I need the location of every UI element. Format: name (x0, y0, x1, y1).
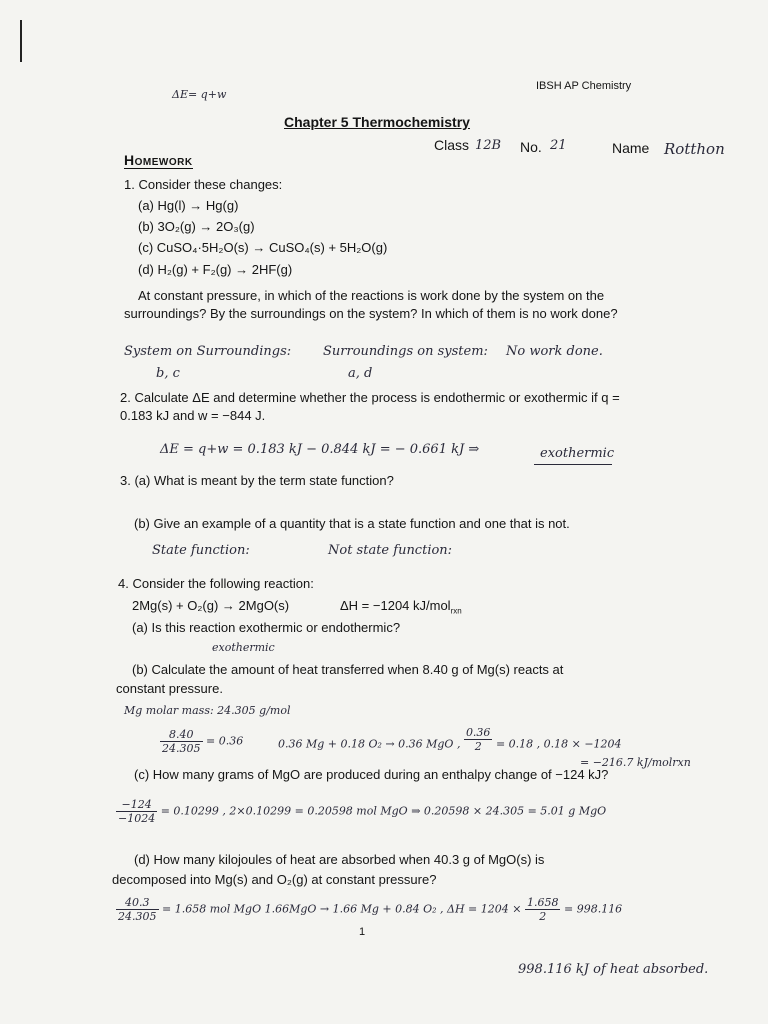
homework-heading: Homework (124, 152, 193, 168)
corner-note: ΔE= q+w (172, 88, 227, 101)
q3-part-b: (b) Give an example of a quantity that is a state function and one that is not. (134, 516, 570, 531)
q4-part-b-cont: constant pressure. (116, 681, 223, 696)
name-label: Name (612, 140, 650, 156)
q4-prompt: 4. Consider the following reaction: (118, 576, 314, 591)
q1-item-a: (a) Hg(l) → Hg(g) (138, 198, 239, 213)
q4-b-reaction-ratio: 0.36 Mg + 0.18 O₂ → 0.36 MgO , $\frac{0.36}{2}$ = 0.18 , 0.18 × −1204 (278, 726, 622, 753)
q4-d-fraction-2: $\frac{1.658}{2}$ (526, 896, 559, 923)
q4-b-fraction-2: $\frac{0.36}{2}$ (465, 726, 491, 753)
q4-c-fraction: $\frac{-124}{-1024}$ (118, 798, 156, 825)
q1-question: At constant pressure, in which of the reactions is work done by the system on the surroundings? By the surroundings on the system? In which of them is no work done? (124, 288, 618, 321)
q1-item-b: (b) 3O₂(g) → 2O₃(g) (138, 219, 255, 234)
q4-part-b: (b) Calculate the amount of heat transferred when 8.40 g of Mg(s) reacts at (132, 662, 564, 677)
q1-answer-surroundings-label: Surroundings on system: (323, 344, 488, 359)
q3-answer-not-state-function: Not state function: (328, 543, 453, 558)
q3-answer-state-function: State function: (152, 543, 250, 558)
number-value: 21 (550, 138, 567, 153)
q4-part-d: (d) How many kilojoules of heat are absorbed when 40.3 g of MgO(s) is (134, 852, 545, 867)
q4-d-final-answer: 998.116 kJ of heat absorbed. (518, 962, 709, 977)
q1-prompt: 1. Consider these changes: (124, 177, 283, 192)
number-label: No. (520, 139, 542, 155)
q4-part-a: (a) Is this reaction exothermic or endothermic? (132, 620, 401, 635)
q1-item-c: (c) CuSO₄·5H₂O(s) → CuSO₄(s) + 5H₂O(g) (138, 240, 388, 255)
q1-answer-surroundings-value: a, d (348, 366, 373, 381)
q4-b-result: = −216.7 kJ/molrxn (580, 756, 691, 769)
q4-b-fraction-1: $\frac{8.40}{24.305}$ (162, 728, 201, 755)
q4-part-c: (c) How many grams of MgO are produced during an enthalpy change of −124 kJ? (134, 767, 609, 782)
class-value: 12B (475, 138, 502, 153)
q2-result-underline (534, 464, 612, 465)
q4-b-work-line: $\frac{8.40}{24.305}$ = 0.36 (162, 728, 244, 755)
q2-answer: ΔE = q+w = 0.183 kJ − 0.844 kJ = − 0.661 kJ ⇒ (160, 442, 480, 457)
q3-part-a: 3. (a) What is meant by the term state function? (120, 473, 394, 488)
q1-item-d: (d) H₂(g) + F₂(g) → 2HF(g) (138, 262, 293, 277)
q4-d-fraction-1: $\frac{40.3}{24.305}$ (118, 896, 157, 923)
q4-d-work-line: $\frac{40.3}{24.305}$ = 1.658 mol MgO 1.66MgO → 1.66 Mg + 0.84 O₂ , ΔH = 1204 × $\frac{1.658}{2}$ = 998.116 (118, 896, 623, 923)
q4-b-molar-mass: Mg molar mass: 24.305 g/mol (124, 704, 291, 717)
q4-part-d-cont: decomposed into Mg(s) and O₂(g) at constant pressure? (112, 872, 437, 887)
page-title: Chapter 5 Thermochemistry (284, 114, 470, 130)
q1-answer-system-value: b, c (156, 366, 180, 381)
page-number: 1 (359, 926, 366, 938)
margin-pen-mark (20, 20, 22, 62)
q4-reaction: 2Mg(s) + O₂(g) → 2MgO(s) (132, 598, 290, 613)
q1-answer-system-label: System on Surroundings: (124, 344, 292, 359)
q1-answer-no-work: No work done. (506, 344, 603, 359)
name-value: Rotthon (664, 140, 725, 158)
q2-answer-result: exothermic (540, 446, 615, 461)
q4-enthalpy: ΔH = −1204 kJ/mol$_{rxn}$ (340, 598, 462, 616)
q4-c-work-line: $\frac{-124}{-1024}$ = 0.10299 , 2×0.10299 = 0.20598 mol MgO ⇒ 0.20598 × 24.305 = 5.01 g MgO (118, 798, 607, 825)
course-name: IBSH AP Chemistry (536, 80, 632, 92)
q2-prompt: 2. Calculate ΔE and determine whether the process is endothermic or exothermic if q = 0.183 kJ and w = −844 J. (120, 390, 620, 423)
q4-part-a-answer: exothermic (212, 641, 275, 654)
class-label: Class (434, 137, 470, 153)
